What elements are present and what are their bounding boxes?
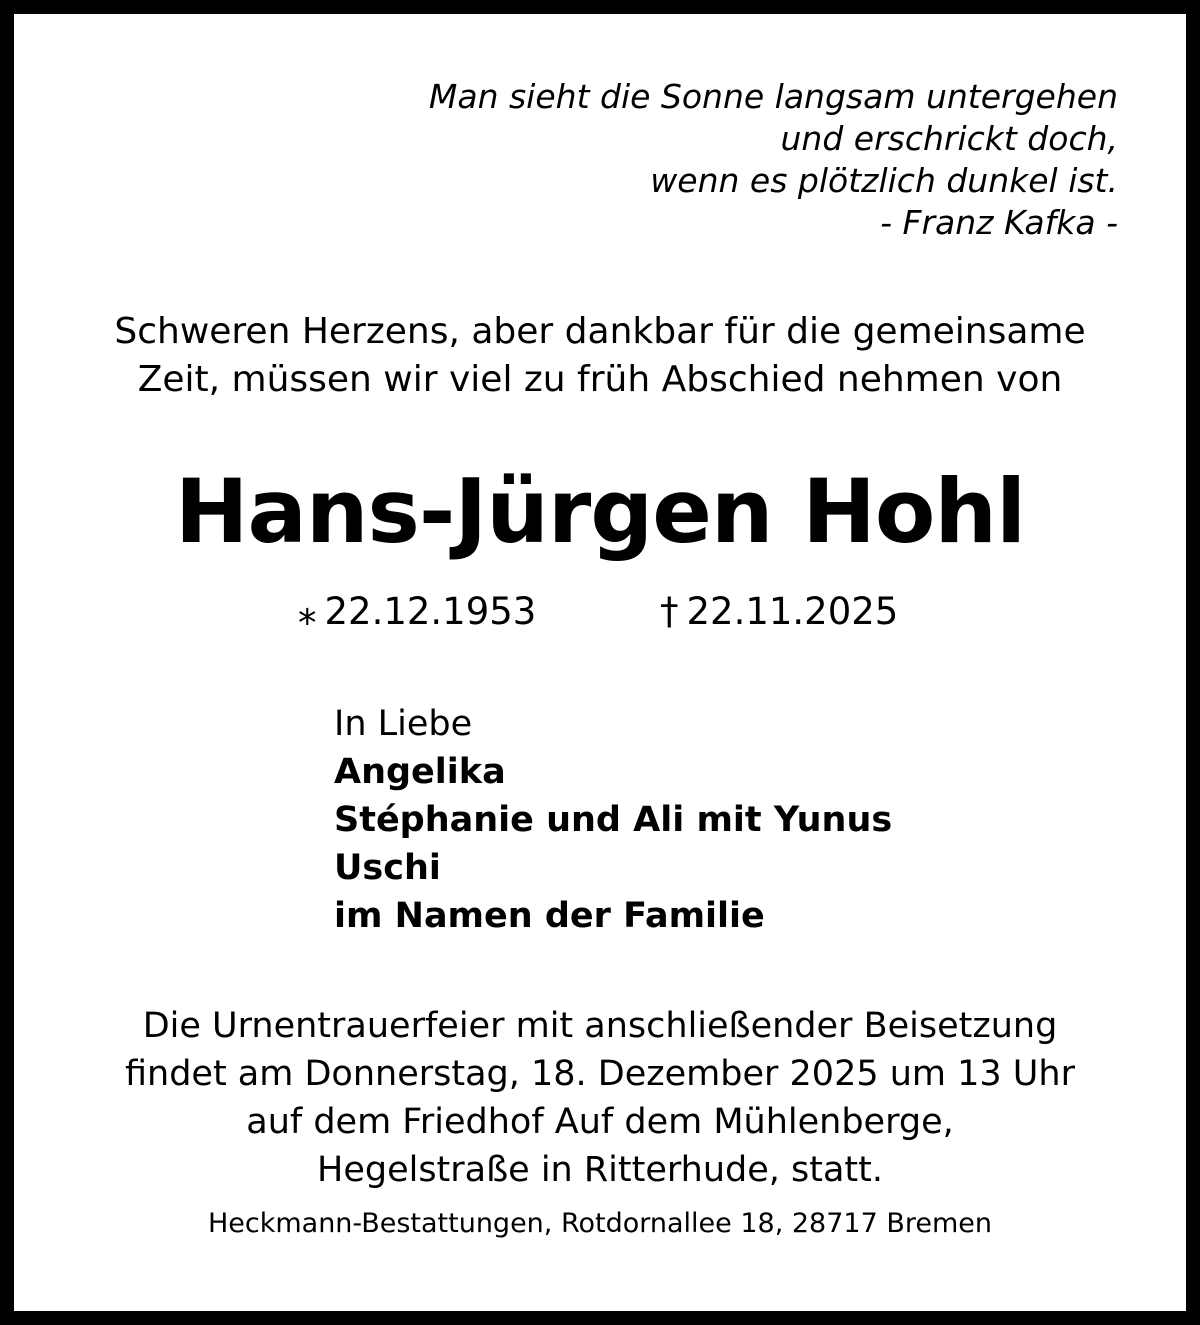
birth-star-icon: ⁎ <box>298 590 317 633</box>
quote-line: Man sieht die Sonne langsam untergehen <box>428 77 1118 116</box>
birth-date: 22.12.1953 <box>324 590 537 633</box>
death-cross-icon: † <box>660 590 679 633</box>
kafka-quote <box>429 76 1118 244</box>
deceased-name: Hans-Jürgen Hohl <box>174 460 1026 563</box>
intro-line: Zeit, müssen wir viel zu früh Abschied nehmen von <box>137 359 1063 400</box>
service-line: Die Urnentrauerfeier mit anschließender Beisetzung <box>142 1006 1058 1046</box>
mourners-list <box>334 700 892 940</box>
death-date-block <box>660 590 898 634</box>
death-date: 22.11.2025 <box>686 590 899 633</box>
mourner-name: Uschi <box>334 848 441 888</box>
mourners-heading: In Liebe <box>334 704 473 744</box>
service-info <box>0 1002 1200 1194</box>
service-line: Hegelstraße in Ritterhude, statt. <box>317 1150 883 1190</box>
quote-line: wenn es plötzlich dunkel ist. <box>650 161 1118 200</box>
service-line: auf dem Friedhof Auf dem Mühlenberge, <box>246 1102 954 1142</box>
intro-text <box>0 308 1200 404</box>
service-line: findet am Donnerstag, 18. Dezember 2025 um 13 Uhr <box>124 1054 1075 1094</box>
birth-date-block <box>298 590 536 634</box>
mourner-name: Angelika <box>334 752 506 792</box>
quote-line: und erschrickt doch, <box>780 119 1118 158</box>
quote-author: - Franz Kafka - <box>880 203 1118 242</box>
mourner-name: im Namen der Familie <box>334 896 765 936</box>
mourner-name: Stéphanie und Ali mit Yunus <box>334 800 893 840</box>
intro-line: Schweren Herzens, aber dankbar für die gemeinsame <box>114 311 1086 352</box>
undertaker-address: Heckmann-Bestattungen, Rotdornallee 18, 28717 Bremen <box>207 1208 993 1239</box>
